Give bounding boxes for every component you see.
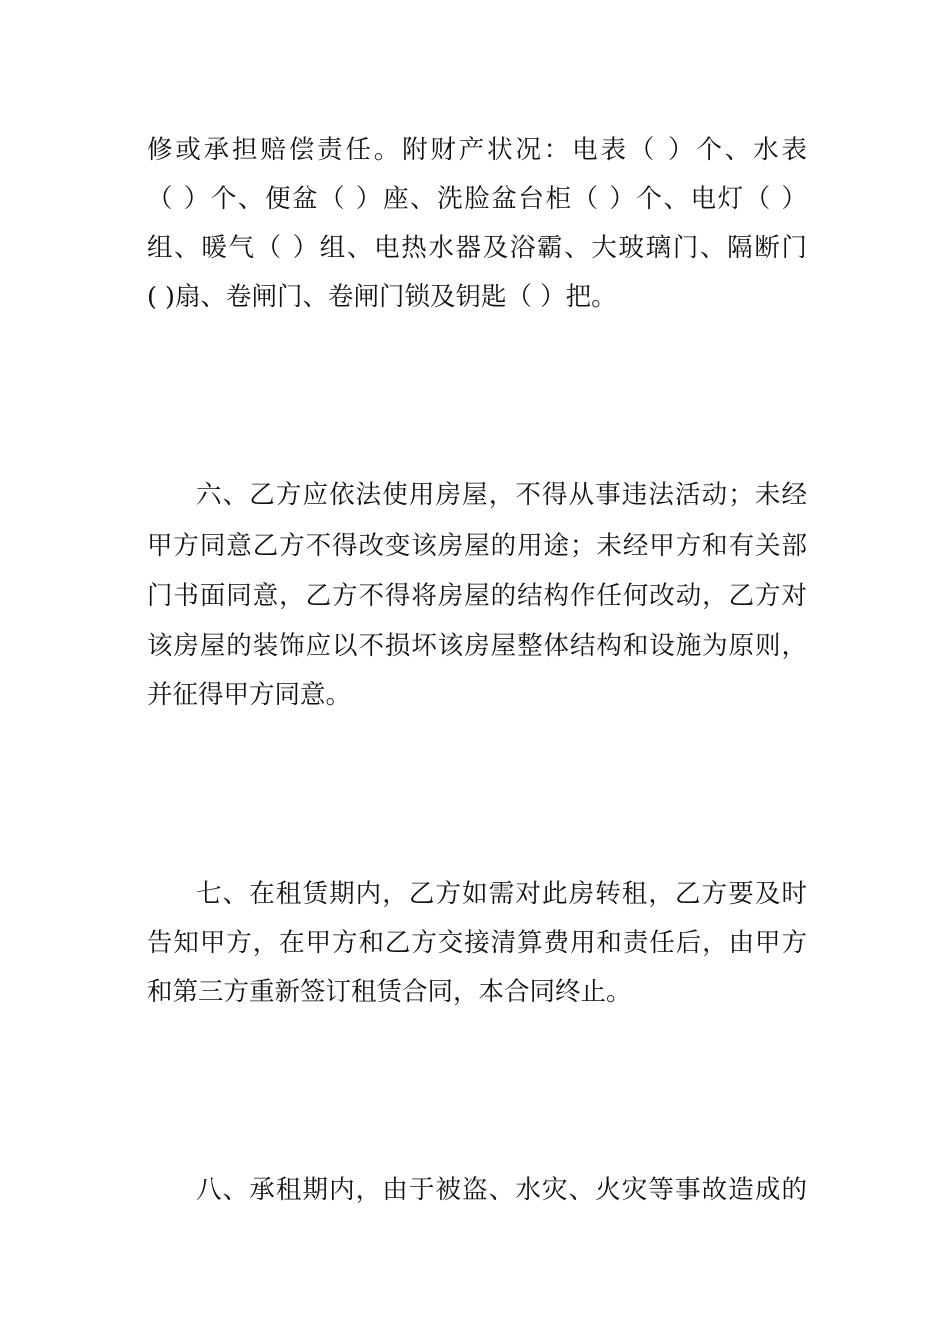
paragraph-line: ( )扇、卷闸门、卷闸门锁及钥匙（ ）把。 <box>147 282 617 312</box>
paragraph-line: 告知甲方，在甲方和乙方交接清算费用和责任后，由甲方 <box>147 928 807 958</box>
paragraph-line: 修或承担赔偿责任。附财产状况：电表（ ）个、水表 <box>147 135 807 165</box>
paragraph-line: 组、暖气（ ）组、电热水器及浴霸、大玻璃门、隔断门 <box>147 233 807 263</box>
paragraph-line: 七、在租赁期内，乙方如需对此房转租，乙方要及时 <box>196 879 807 909</box>
paragraph-line: 六、乙方应依法使用房屋，不得从事违法活动；未经 <box>196 480 807 510</box>
paragraph-line: 和第三方重新签订租赁合同，本合同终止。 <box>147 977 632 1007</box>
paragraph-line: 该房屋的装饰应以不损坏该房屋整体结构和设施为原则， <box>147 631 807 661</box>
paragraph-line: 甲方同意乙方不得改变该房屋的用途；未经甲方和有关部 <box>147 531 807 561</box>
paragraph-line: （ ）个、便盆（ ）座、洗脸盆台柜（ ）个、电灯（ ） <box>147 184 807 214</box>
paragraph-line: 八、承租期内，由于被盗、水灾、火灾等事故造成的 <box>196 1175 807 1205</box>
paragraph-line: 并征得甲方同意。 <box>147 680 352 710</box>
paragraph-line: 门书面同意，乙方不得将房屋的结构作任何改动，乙方对 <box>147 581 807 611</box>
